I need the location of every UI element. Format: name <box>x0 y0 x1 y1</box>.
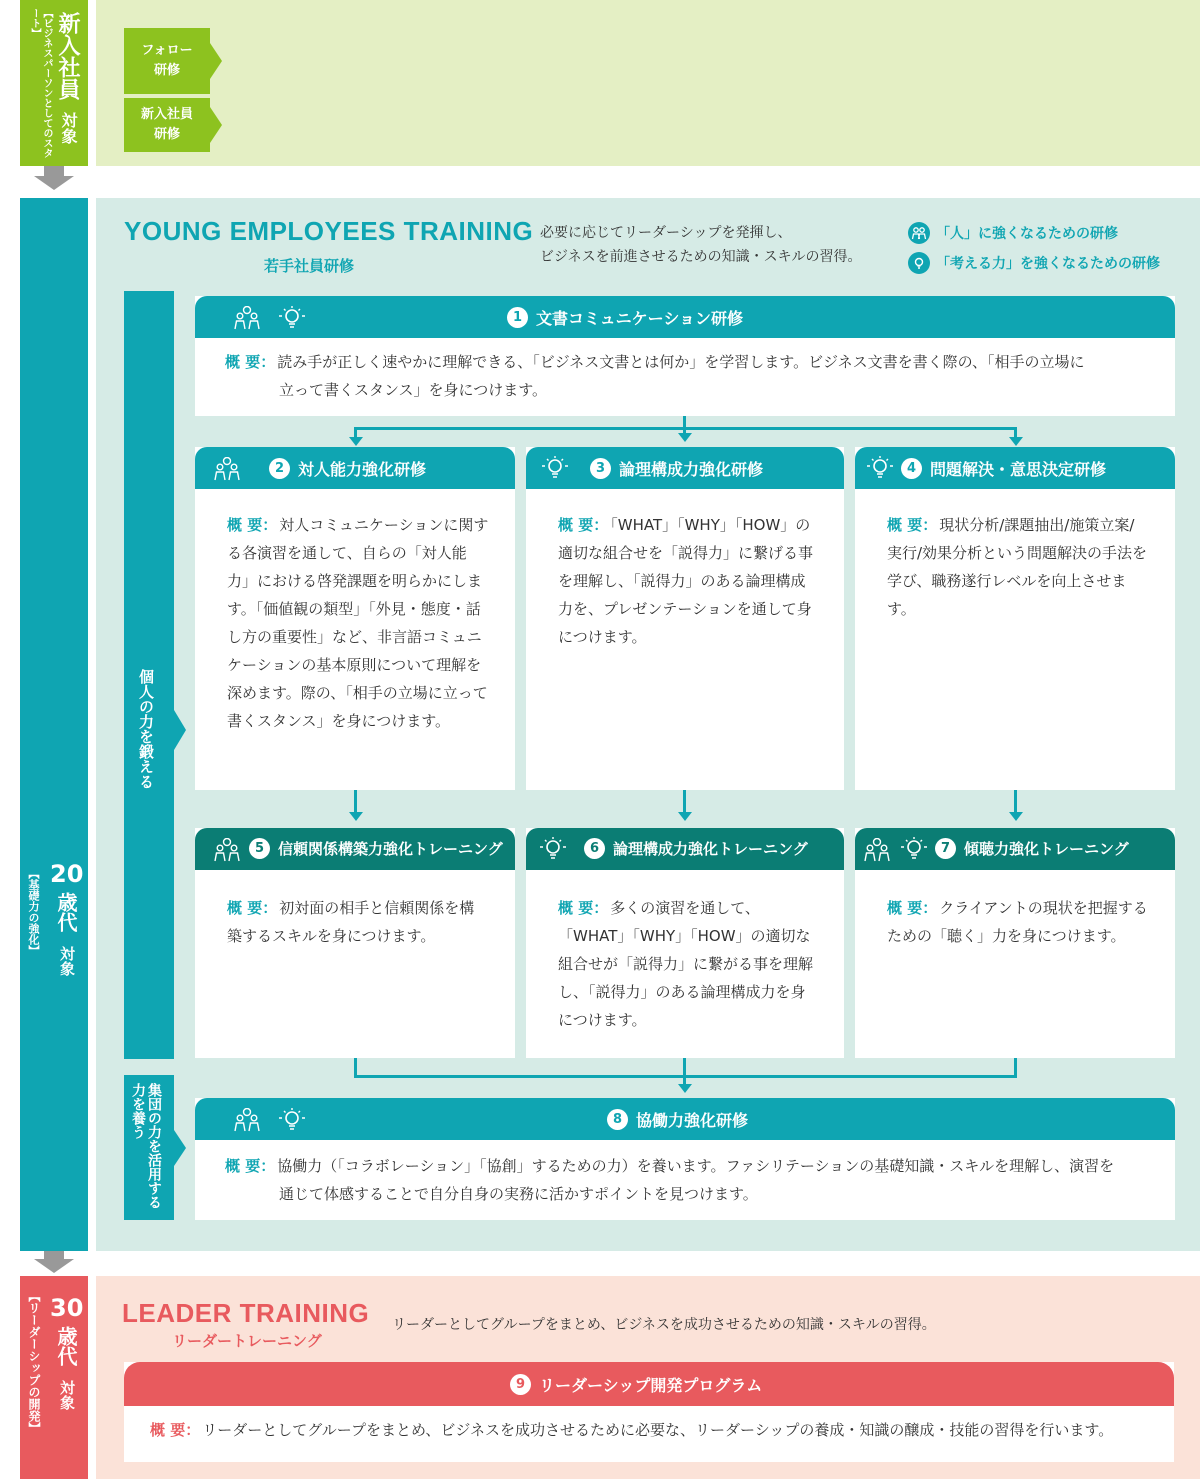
course-number-9: 9 <box>510 1374 531 1395</box>
course-text-2: 対人コミュニケーションに関する各演習を通して、自らの「対人能力」における啓発課題を明らかにします。「価値観の類型」「外見・態度・話し方の重要性」など、非言語コミュニケーションの基本原則について理解を深めます。際の、「相手の立場に立って書くスタンス」を身につけます。 <box>227 516 489 730</box>
course-text-1-l2: 立って書くスタンス」を身につけます。 <box>279 381 548 399</box>
side-panel-group <box>124 1075 174 1220</box>
arrow-to-2 <box>349 437 363 446</box>
course-text-5: 初対面の相手と信頼関係を構築するスキルを身につけます。 <box>227 899 475 945</box>
leader-desc: リーダーとしてグループをまとめ、ビジネスを成功させるための知識・スキルの習得。 <box>392 1317 936 1333</box>
people-icon <box>233 1108 261 1136</box>
young-title-en: YOUNG EMPLOYEES TRAINING <box>124 216 534 246</box>
course-text-1-l1: 読み手が正しく速やかに理解できる、「ビジネス文書とは何か」を学習します。ビジネス文書を書く際の、「相手の立場に <box>277 353 1085 371</box>
course-head-1 <box>195 296 1175 338</box>
summary-label: 概 要： <box>887 899 938 917</box>
stage-new-title: 新入社員 <box>55 12 80 100</box>
arrow-to-6 <box>678 812 692 821</box>
people-icon <box>863 838 891 866</box>
course-head-6 <box>526 828 844 870</box>
connector-6-down <box>683 1058 686 1084</box>
course-text-7: クライアントの現状を把握するための「聴く」力を身につけます。 <box>887 899 1148 945</box>
lightbulb-icon <box>899 836 929 866</box>
course-text-4: 現状分析/課題抽出/施策立案/実行/効果分析という問題解決の手法を学び、職務遂行レベルを向上させます。 <box>887 516 1148 618</box>
stage-20-target: 対象 <box>58 946 76 976</box>
legend-think <box>908 252 1160 274</box>
leader-title-ja: リーダートレーニング <box>172 1332 322 1350</box>
side-panel-individual <box>124 291 174 1059</box>
connector-4-7 <box>1014 790 1017 814</box>
young-desc-l1: 必要に応じてリーダーシップを発揮し、 <box>540 225 792 241</box>
course-head-2 <box>195 447 515 489</box>
chip-follow-training[interactable] <box>124 28 210 94</box>
course-head-9 <box>124 1362 1174 1406</box>
lightbulb-icon <box>865 455 895 485</box>
arrow-to-8 <box>678 1084 692 1093</box>
leader-title-en: LEADER TRAINING <box>122 1298 370 1328</box>
connector-2-5 <box>354 790 357 814</box>
course-head-8 <box>195 1098 1175 1140</box>
course-title-8: 協働力強化研修 <box>636 1111 749 1130</box>
stage-new-note: 【ビジネスパーソンとしてのスタート】 <box>29 8 52 158</box>
summary-label: 概 要： <box>150 1421 201 1439</box>
course-head-7 <box>855 828 1175 870</box>
summary-label: 概 要： <box>225 353 276 371</box>
lightbulb-icon <box>538 836 568 866</box>
legend-think-label: 「考える力」を強くなるための研修 <box>936 256 1160 272</box>
course-number-6: 6 <box>584 838 605 859</box>
course-head-3 <box>526 447 844 489</box>
course-title-5: 信頼関係構築力強化トレーニング <box>278 840 503 858</box>
course-number-2: 2 <box>269 458 290 479</box>
stage-arrow-stem-1 <box>44 166 64 176</box>
legend-people-label: 「人」に強くなるための研修 <box>936 226 1118 242</box>
lightbulb-icon <box>277 305 307 335</box>
chip-new-l2: 研修 <box>153 127 180 142</box>
side-individual-label: 個人の力を鍛える <box>137 669 155 789</box>
stage-30-age: 30 <box>50 1294 84 1322</box>
course-number-8: 8 <box>607 1109 628 1130</box>
course-title-7: 傾聴力強化トレーニング <box>964 840 1129 858</box>
arrow-to-4 <box>1009 437 1023 446</box>
people-icon <box>908 222 930 244</box>
summary-label: 概 要： <box>558 899 609 917</box>
course-number-4: 4 <box>901 458 922 479</box>
course-card-9[interactable] <box>124 1362 1174 1462</box>
course-card-5[interactable] <box>195 828 515 1058</box>
side-panel-group-arrow <box>174 1130 186 1166</box>
course-head-5 <box>195 828 515 870</box>
stage-30-unit: 歳代 <box>54 1326 78 1366</box>
course-title-1: 文書コミュニケーション研修 <box>536 309 744 328</box>
summary-label: 概 要： <box>558 516 609 534</box>
course-title-4: 問題解決・意思決定研修 <box>930 460 1107 479</box>
chip-follow-l2: 研修 <box>153 63 180 78</box>
chip-new-employee-training[interactable] <box>124 98 210 152</box>
chip-new-l1: 新入社員 <box>140 107 193 122</box>
course-card-8[interactable] <box>195 1098 1175 1220</box>
course-number-1: 1 <box>507 307 528 328</box>
course-card-6[interactable] <box>526 828 844 1058</box>
stage-new-target: 対象 <box>59 112 78 144</box>
course-card-4[interactable] <box>855 447 1175 790</box>
stage-20-unit: 歳代 <box>54 892 78 932</box>
people-icon <box>213 457 241 485</box>
stage-arrow-stem-2 <box>44 1251 64 1259</box>
course-head-4 <box>855 447 1175 489</box>
legend-people <box>908 222 1118 244</box>
stage-new-employee <box>20 0 88 166</box>
lightbulb-icon <box>540 455 570 485</box>
arrow-to-7 <box>1009 812 1023 821</box>
lightbulb-icon <box>908 252 930 274</box>
course-text-6: 多くの演習を通して、「WHAT」「WHY」「HOW」の適切な組合せが「説得力」に繋がる事を理解し、「説得力」のある論理構成力を身につけます。 <box>558 899 814 1029</box>
people-icon <box>213 838 241 866</box>
course-number-5: 5 <box>249 838 270 859</box>
summary-label: 概 要： <box>225 1157 276 1175</box>
course-text-9: リーダーとしてグループをまとめ、ビジネスを成功させるために必要な、リーダーシップの養成・知識の醸成・技能の習得を行います。 <box>202 1421 1114 1439</box>
course-card-2[interactable] <box>195 447 515 790</box>
summary-label: 概 要： <box>227 516 278 534</box>
side-group-label: 集団の力を活用する力を養う <box>130 1083 162 1209</box>
stage-arrow-2 <box>34 1259 74 1273</box>
people-icon <box>233 306 261 334</box>
arrow-to-5 <box>349 812 363 821</box>
summary-label: 概 要： <box>227 899 278 917</box>
stage-arrow-1 <box>34 176 74 190</box>
stage-twenties <box>20 198 88 1251</box>
side-panel-individual-arrow <box>174 710 186 750</box>
course-card-7[interactable] <box>855 828 1175 1058</box>
course-card-1[interactable] <box>195 296 1175 416</box>
course-text-8-l1: 協働力（「コラボレーション」「協創」するための力）を養います。ファシリテーションの基礎知識・スキルを理解し、演習を <box>277 1157 1115 1175</box>
course-title-6: 論理構成力強化トレーニング <box>613 840 808 858</box>
chip-follow-l1: フォロー <box>141 43 193 58</box>
summary-label: 概 要： <box>887 516 938 534</box>
stage-20-note: 【基礎力の強化】 <box>27 868 40 956</box>
course-title-2: 対人能力強化研修 <box>298 460 427 479</box>
stage-30-target: 対象 <box>58 1380 76 1410</box>
arrow-to-3 <box>678 433 692 442</box>
connector-3-6 <box>683 790 686 814</box>
course-title-3: 論理構成力強化研修 <box>619 460 764 479</box>
course-text-8-l2: 通じて体感することで自分自身の実務に活かすポイントを見つけます。 <box>279 1185 758 1203</box>
stage-thirties <box>20 1276 88 1479</box>
new-employee-section-bg <box>96 0 1200 166</box>
course-text-3: 「WHAT」「WHY」「HOW」の適切な組合せを「説得力」に繋げる事を理解し、「説得力」のある論理構成力を、プレゼンテーションを通して身につけます。 <box>558 516 814 646</box>
course-number-3: 3 <box>590 458 611 479</box>
course-number-7: 7 <box>935 838 956 859</box>
young-desc-l2: ビジネスを前進させるための知識・スキルの習得。 <box>540 249 862 265</box>
stage-20-age: 20 <box>50 860 84 888</box>
lightbulb-icon <box>277 1107 307 1137</box>
young-title-ja: 若手社員研修 <box>264 257 355 275</box>
course-card-3[interactable] <box>526 447 844 790</box>
stage-30-note: 【リーダーシップの開発】 <box>27 1290 41 1434</box>
course-title-9: リーダーシップ開発プログラム <box>539 1376 763 1395</box>
